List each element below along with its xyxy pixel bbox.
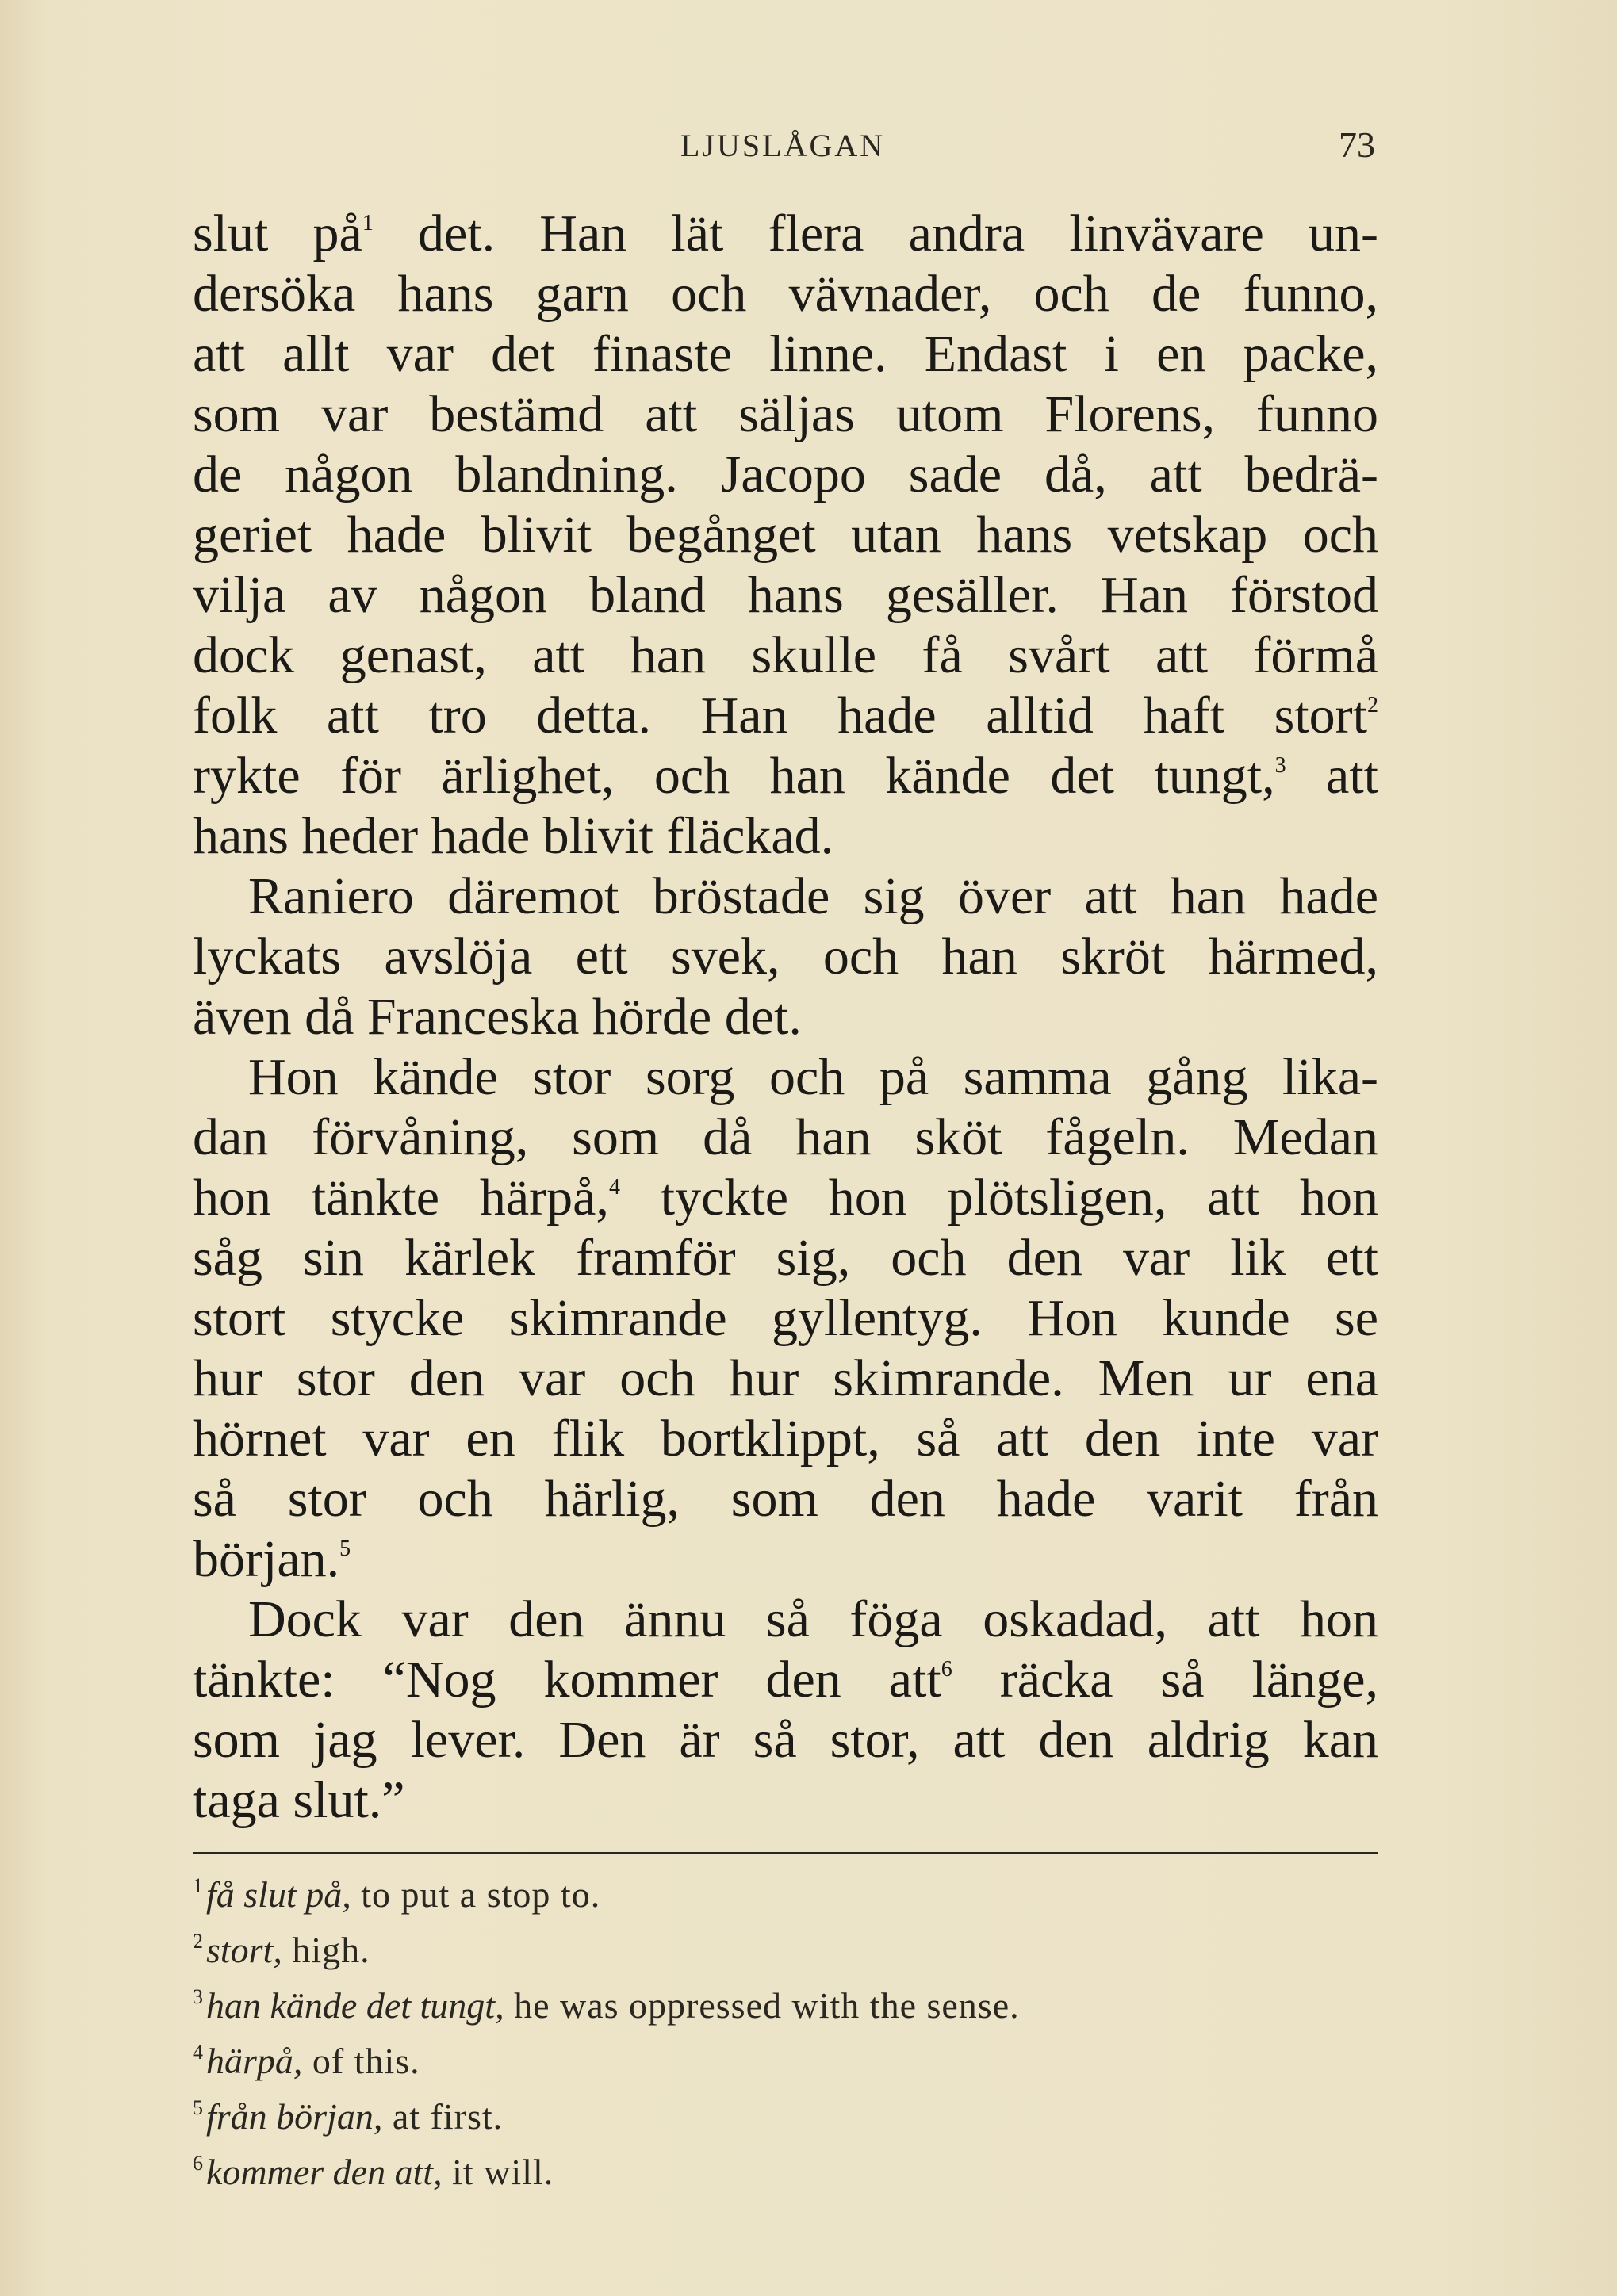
text-segment: Hon kände stor sorg och på samma gång lika- bbox=[248, 1048, 1378, 1106]
footnote-item bbox=[193, 2036, 1378, 2091]
text-segment: så stor och härlig, som den hade varit från bbox=[193, 1470, 1378, 1528]
text-segment: början. bbox=[193, 1530, 340, 1588]
text-segment: lyckats avslöja ett svek, och han skröt härmed, bbox=[193, 928, 1378, 985]
text-segment: även då Franceska hörde det. bbox=[193, 988, 802, 1046]
text-line bbox=[193, 1349, 1378, 1409]
footnote-term: stort, bbox=[206, 1930, 282, 1970]
text-segment: folk att tro detta. Han hade alltid haft stort bbox=[193, 687, 1367, 744]
text-segment: det. Han lät flera andra linvävare un- bbox=[373, 205, 1378, 262]
text-segment: dersöka hans garn och vävnader, och de funno, bbox=[193, 265, 1378, 323]
text-segment: dan förvåning, som då han sköt fågeln. Medan bbox=[193, 1108, 1378, 1166]
footnote-item bbox=[193, 2091, 1378, 2147]
text-line bbox=[193, 1770, 1378, 1831]
text-line bbox=[193, 1108, 1378, 1168]
text-line bbox=[193, 626, 1378, 686]
text-line bbox=[193, 385, 1378, 445]
footnote-number: 5 bbox=[193, 2096, 203, 2119]
text-line bbox=[193, 686, 1378, 746]
footnote-gloss: of this. bbox=[302, 2041, 420, 2081]
footnote-gloss: high. bbox=[282, 1930, 370, 1970]
text-segment: Raniero däremot bröstade sig över att han hade bbox=[248, 867, 1378, 925]
text-segment: såg sin kärlek framför sig, och den var lik ett bbox=[193, 1229, 1378, 1287]
footnote-marker: 2 bbox=[1367, 693, 1378, 718]
running-head: LJUSLÅGAN bbox=[680, 128, 886, 163]
page-number: 73 bbox=[1339, 124, 1375, 165]
text-segment: räcka så länge, bbox=[952, 1651, 1379, 1709]
text-segment: stort stycke skimrande gyllentyg. Hon kunde se bbox=[193, 1289, 1378, 1347]
text-line bbox=[193, 1168, 1378, 1228]
text-segment: Dock var den ännu så föga oskadad, att hon bbox=[248, 1590, 1378, 1648]
text-segment: hörnet var en flik bortklippt, så att den inte var bbox=[193, 1410, 1378, 1468]
text-line bbox=[193, 746, 1378, 806]
text-segment: geriet hade blivit begånget utan hans vetskap och bbox=[193, 506, 1378, 564]
text-segment: tänkte: “Nog kommer den att bbox=[193, 1651, 941, 1709]
footnote-term: han kände det tungt, bbox=[206, 1985, 504, 2026]
footnote-item bbox=[193, 1925, 1378, 1980]
footnote-number: 1 bbox=[193, 1874, 203, 1897]
text-line bbox=[193, 1710, 1378, 1770]
footnote-item bbox=[193, 2147, 1378, 2202]
text-line bbox=[193, 204, 1378, 264]
footnote-item bbox=[193, 1980, 1378, 2036]
footnote-number: 4 bbox=[193, 2041, 203, 2064]
text-segment: rykte för ärlighet, och han kände det tungt, bbox=[193, 747, 1275, 805]
text-segment: vilja av någon bland hans gesäller. Han förstod bbox=[193, 566, 1378, 624]
text-line bbox=[193, 1047, 1378, 1108]
text-segment: hans heder hade blivit fläckad. bbox=[193, 807, 834, 865]
footnote-term: från början, bbox=[206, 2096, 383, 2137]
text-line bbox=[193, 987, 1378, 1047]
text-segment: taga slut.” bbox=[193, 1771, 405, 1829]
footnote-number: 6 bbox=[193, 2152, 203, 2175]
footnote-gloss: at first. bbox=[382, 2096, 504, 2137]
text-segment: de någon blandning. Jacopo sade då, att bedrä- bbox=[193, 446, 1378, 503]
text-segment: slut på bbox=[193, 205, 362, 262]
text-line bbox=[193, 1469, 1378, 1529]
text-line bbox=[193, 867, 1378, 927]
footnote-gloss: it will. bbox=[442, 2152, 554, 2192]
footnotes bbox=[193, 1869, 1378, 2202]
body-text bbox=[193, 204, 1378, 1831]
footnote-term: få slut på, bbox=[206, 1874, 351, 1915]
footnote-gloss: to put a stop to. bbox=[351, 1874, 601, 1915]
footnote-gloss: he was oppressed with the sense. bbox=[504, 1985, 1020, 2026]
text-line bbox=[193, 445, 1378, 505]
text-segment: hur stor den var och hur skimrande. Men ur ena bbox=[193, 1349, 1378, 1407]
text-segment: att allt var det finaste linne. Endast i en packe, bbox=[193, 325, 1378, 383]
text-segment: som var bestämd att säljas utom Florens, funno bbox=[193, 385, 1378, 443]
text-line bbox=[193, 264, 1378, 324]
footnote-term: kommer den att, bbox=[206, 2152, 443, 2192]
text-line bbox=[193, 505, 1378, 565]
text-segment: att bbox=[1286, 747, 1379, 805]
text-line bbox=[193, 565, 1378, 626]
text-line bbox=[193, 1409, 1378, 1469]
text-segment: som jag lever. Den är så stor, att den aldrig kan bbox=[193, 1711, 1378, 1769]
text-segment: tyckte hon plötsligen, att hon bbox=[619, 1169, 1378, 1226]
footnote-term: härpå, bbox=[206, 2041, 303, 2081]
text-line bbox=[193, 1288, 1378, 1349]
footnote-marker: 4 bbox=[608, 1175, 620, 1200]
text-line bbox=[193, 1650, 1378, 1710]
text-segment: dock genast, att han skulle få svårt att förmå bbox=[193, 626, 1378, 684]
footnote-number: 3 bbox=[193, 1985, 203, 2008]
footnote-marker: 6 bbox=[941, 1657, 952, 1682]
text-line bbox=[193, 1590, 1378, 1650]
footnote-marker: 1 bbox=[362, 211, 374, 235]
footnote-number: 2 bbox=[193, 1930, 203, 1953]
footnote-item bbox=[193, 1869, 1378, 1925]
text-line bbox=[193, 1228, 1378, 1288]
text-line bbox=[193, 1529, 1378, 1590]
text-line bbox=[193, 927, 1378, 987]
text-line bbox=[193, 806, 1378, 867]
text-line bbox=[193, 324, 1378, 385]
text-segment: hon tänkte härpå, bbox=[193, 1169, 609, 1226]
footnote-rule bbox=[193, 1852, 1378, 1854]
footnote-marker: 5 bbox=[339, 1536, 351, 1561]
footnote-marker: 3 bbox=[1274, 753, 1286, 778]
